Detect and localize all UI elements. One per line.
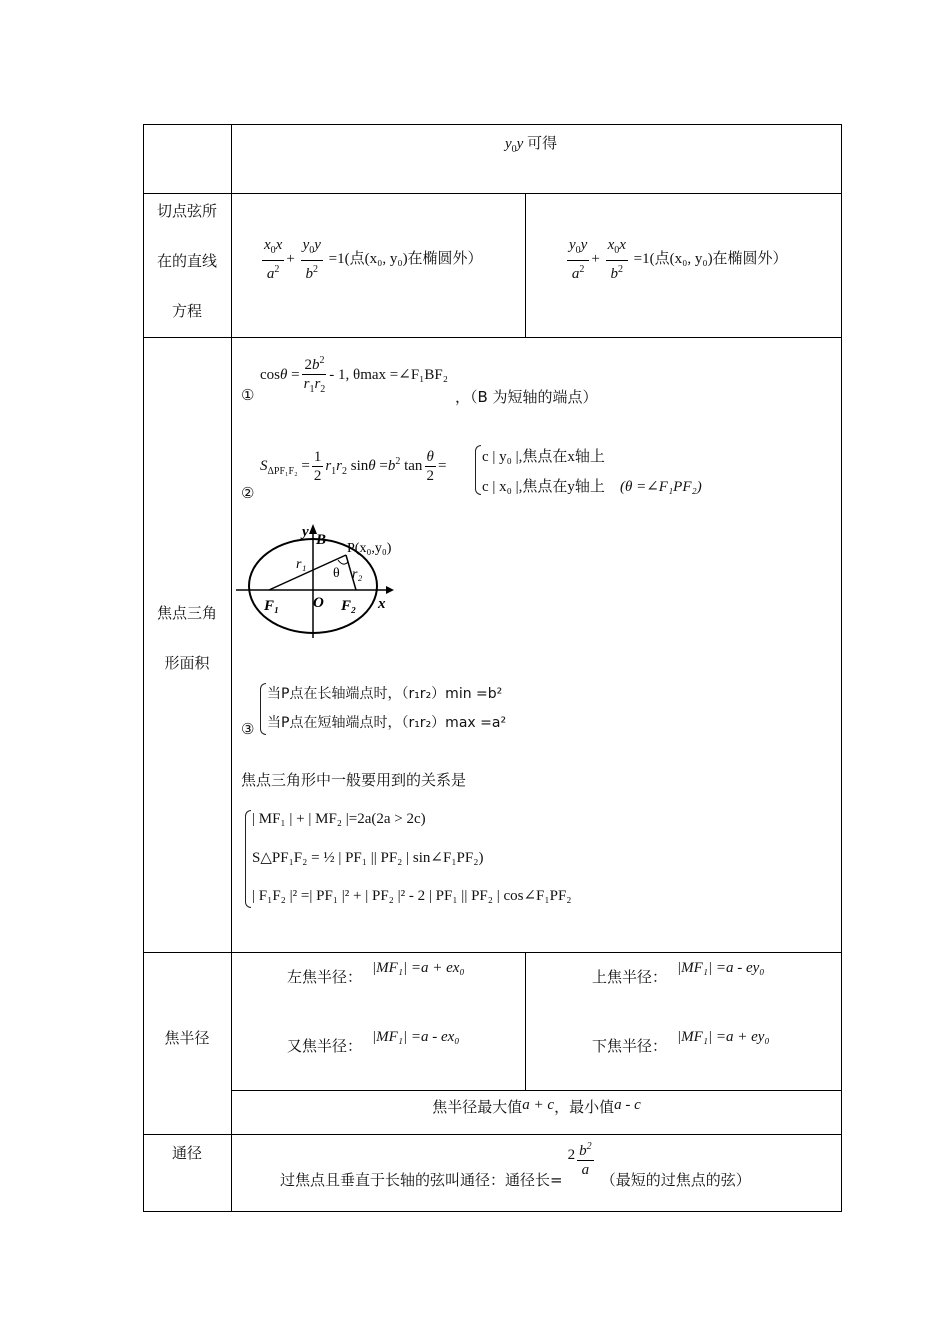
right-bottom-label: 下焦半径： xyxy=(592,1037,668,1055)
row4-label: 通径 xyxy=(171,1144,202,1162)
left-top-label: 左焦半径： xyxy=(287,968,363,986)
item2-formula: $S_{\Delta PF_1F_2}$ = $\frac{1}{2}$ $r_1r_2$ $\sin\theta =b^2$ tan $\frac{\theta}{2}$ = xyxy=(260,449,447,484)
relation-title: 焦点三角形中一般要用到的关系是 xyxy=(241,771,467,789)
row0-fragment: $y_0y$ 可得 xyxy=(505,134,558,155)
item2-marker: ② xyxy=(241,486,255,502)
label-r1: r₁ xyxy=(296,557,307,572)
label-y: y xyxy=(302,524,309,540)
ellipse-figure xyxy=(236,522,396,640)
x-axis-arrow-icon xyxy=(386,586,394,594)
case-brace xyxy=(475,445,481,495)
relation-1: | MF₁ | + | MF₂ |=2a(2a > 2c) xyxy=(252,811,426,827)
column-divider xyxy=(525,952,526,1090)
item3-marker: ③ xyxy=(241,722,255,738)
column-divider xyxy=(231,124,232,1212)
angle-arc xyxy=(338,560,348,564)
left-top-formula: |MF₁| =a + ex₀ xyxy=(372,960,465,976)
row2-label: 焦点三角 形面积 xyxy=(156,604,217,672)
row-divider xyxy=(231,1090,842,1091)
row1-label: 切点弦所 在的直线 方程 xyxy=(156,202,217,320)
case-brace xyxy=(260,683,266,735)
row-divider xyxy=(143,1134,842,1135)
label-theta: θ xyxy=(333,566,340,581)
right-top-formula: |MF₁| =a - ey₀ xyxy=(677,960,765,976)
item3-line1: 当P点在长轴端点时，（r₁r₂）min =b² xyxy=(267,686,503,702)
left-bottom-formula: |MF₁| =a - ex₀ xyxy=(372,1029,460,1045)
chord-formula-left: $\frac{x_0x}{a^2}$ + $\frac{y_0y}{b^2}$ =1(点(x₀, y₀)在椭圆外） xyxy=(264,237,483,282)
label-r2: r₂ xyxy=(352,567,363,582)
right-bottom-formula: |MF₁| =a + ey₀ xyxy=(677,1029,770,1045)
item1-formula: cosθ = $\frac{2b^2}{r_1r_2}$ - 1, θmax =∠F₁BF₂ xyxy=(260,352,448,399)
relation-3: | F₁F₂ |² =| PF₁ |² + | PF₂ |² - 2 | PF₁ || PF₂ | cos∠F₁PF₂ xyxy=(252,888,572,904)
right-top-label: 上焦半径： xyxy=(592,968,668,986)
label-b: B xyxy=(316,532,327,548)
item1-note: ，（B 为短轴的端点） xyxy=(455,388,598,406)
row-divider xyxy=(143,193,842,194)
label-o: O xyxy=(313,595,324,611)
formula-table xyxy=(143,124,842,1212)
item2-condition: (θ =∠F₁PF₂) xyxy=(620,479,702,495)
relations-brace xyxy=(245,810,251,908)
focal-radius-summary: 焦半径最大值a + c，最小值a - c xyxy=(432,1097,641,1116)
label-x: x xyxy=(378,596,386,612)
item2-case-x: c | y₀ |,焦点在x轴上 xyxy=(482,449,605,465)
label-f2: F₂ xyxy=(341,598,357,614)
relation-2: S△PF₁F₂ = ½ | PF₁ || PF₂ | sin∠F₁PF₂) xyxy=(252,850,484,866)
left-bottom-label: 又焦半径： xyxy=(287,1037,363,1055)
label-f1: F₁ xyxy=(264,598,280,614)
chord-formula-right: $\frac{y_0y}{a^2}$ + $\frac{x_0x}{b^2}$ =1(点(x₀, y₀)在椭圆外） xyxy=(569,237,788,282)
label-p: P(x₀,y₀) xyxy=(347,541,392,556)
row-divider xyxy=(143,337,842,338)
column-divider xyxy=(525,193,526,337)
row3-label: 焦半径 xyxy=(164,1029,210,1047)
item1-marker: ① xyxy=(241,388,255,404)
latus-rectum-line: 过焦点且垂直于长轴的弦叫通径：通径长= 2 $\frac{b^2}{a}$ （最短的过焦点的弦） xyxy=(280,1138,820,1190)
row-divider xyxy=(143,952,842,953)
item2-case-y: c | x₀ |,焦点在y轴上 xyxy=(482,479,605,495)
item3-line2: 当P点在短轴端点时，（r₁r₂）max =a² xyxy=(267,715,507,731)
